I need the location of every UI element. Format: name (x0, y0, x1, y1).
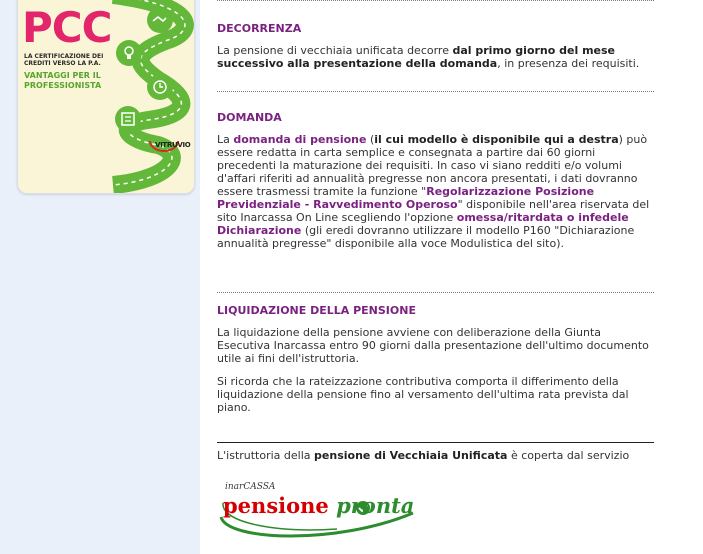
pcc-banner-link[interactable] (17, 0, 195, 194)
decorrenza-text (217, 44, 654, 70)
pensione-pronta-logo-link[interactable] (217, 473, 427, 543)
divider (217, 0, 654, 1)
domanda-text-4: " disponibile nell'area riservata del sito Inarcassa On Line scegliendo l'opzione (217, 198, 650, 224)
domanda-pensione-link[interactable]: domanda di pensione (233, 133, 367, 146)
logo-word-pronta: pronta (336, 493, 415, 518)
decorrenza-bold: dal primo giorno del mese successivo alla presentazione della domanda (217, 44, 616, 70)
omessa-dichiarazione-link[interactable]: omessa/ritardata o infedele Dichiarazione (217, 211, 629, 237)
handshake-icon (147, 7, 173, 33)
calculator-icon (115, 106, 141, 132)
footer-text (217, 449, 654, 462)
divider (217, 292, 654, 293)
pcc-subtitle: LA CERTIFICAZIONE DEI CREDITI VERSO LA P.A. (24, 53, 104, 67)
regolarizzazione-link[interactable]: Regolarizzazione Posizione Previdenziale - Ravvedimento Operoso (217, 185, 595, 211)
liquidazione-text-1: La liquidazione della pensione avviene con deliberazione della Giunta Esecutiva Inarcassa entro 90 giorni dalla presentazione dell'ultimo documento utile ai fini dell'istruttoria. (217, 326, 649, 365)
pensione-pronta-title (223, 493, 414, 518)
decorrenza-text-1: La pensione di vecchiaia unificata decorre (217, 44, 453, 57)
domanda-text (217, 133, 654, 250)
main-content (217, 0, 654, 554)
section-title-liquidazione: LIQUIDAZIONE DELLA PENSIONE (217, 304, 416, 317)
domanda-text-2: ( (366, 133, 375, 146)
domanda-text-5: (gli eredi dovranno utilizzare il modello P160 "Dichiarazione annualità pregresse" disponibile alla voce Modulistica del sito). (217, 224, 635, 250)
divider (217, 91, 654, 92)
domanda-text-3: ) può essere redatta in carta semplice e consegnata a partire dai 60 giorni precedenti la maturazione dei requisiti. In caso vi siano redditi e/o volumi d'affari riferiti ad annualità pregresse non ancora presentati, i dati dovranno essere trasmessi tramite la funzione " (217, 133, 648, 198)
section-title-decorrenza: DECORRENZA (217, 22, 302, 35)
left-sidebar (0, 0, 200, 554)
inarcassa-brand: inarCASSA (225, 482, 276, 492)
decorrenza-text-2: , in presenza dei requisiti. (497, 57, 640, 70)
domanda-text-1: La (217, 133, 234, 146)
section-title-domanda: DOMANDA (217, 111, 282, 124)
pcc-tagline: VANTAGGI PER IL PROFESSIONISTA (24, 71, 102, 90)
footer-text-2: è coperta dal servizio (507, 449, 630, 462)
vitruvio-logo-text: VITRUVIO (155, 141, 191, 149)
pcc-title: PCC (22, 3, 112, 52)
footer-text-1: L'istruttoria della (217, 449, 315, 462)
domanda-bold-modello: il cui modello è disponibile qui a destra (374, 133, 619, 146)
liquidazione-text-2: Si ricorda che la rateizzazione contributiva comporta il differimento della liquidazione della pensione fino al versamento dell'ultima rata prevista dal piano. (217, 375, 629, 414)
footer-divider (217, 442, 654, 443)
footer-bold: pensione di Vecchiaia Unificata (314, 449, 508, 462)
logo-word-pensione: pensione (223, 493, 337, 518)
